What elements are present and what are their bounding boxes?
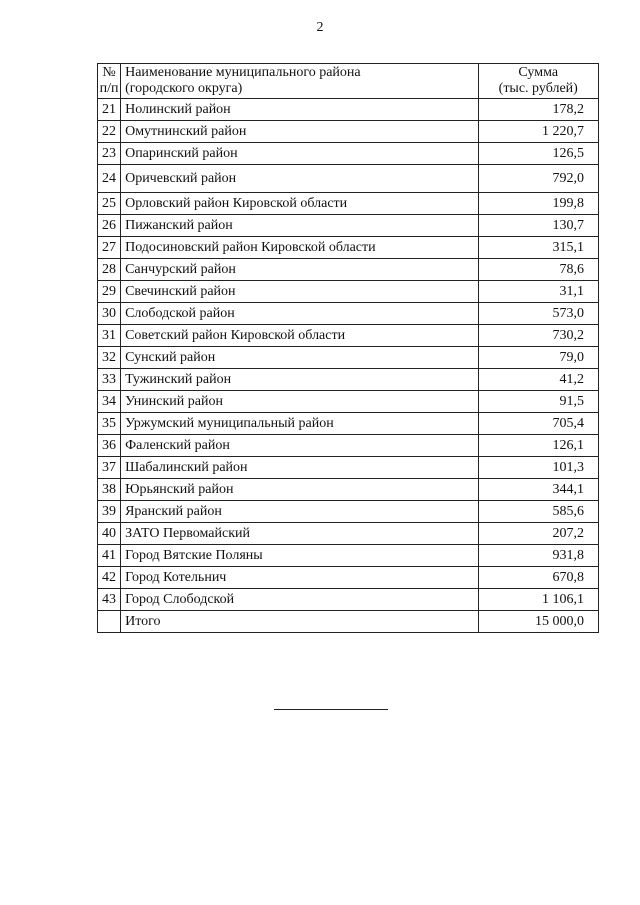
header-num <box>98 64 121 99</box>
row-sum: 178,2 <box>478 99 599 121</box>
row-sum: 31,1 <box>478 281 599 303</box>
header-name <box>121 64 478 99</box>
table-row <box>98 523 599 545</box>
row-sum: 573,0 <box>478 303 599 325</box>
row-num: 39 <box>98 501 121 523</box>
table-row <box>98 413 599 435</box>
table-row <box>98 457 599 479</box>
row-name: Пижанский район <box>121 215 478 237</box>
row-sum: 41,2 <box>478 369 599 391</box>
header-name-line1: Наименование муниципального района <box>125 65 361 80</box>
row-num: 40 <box>98 523 121 545</box>
table-row <box>98 325 599 347</box>
table-header <box>98 64 599 99</box>
header-sum-line1: Сумма <box>518 65 559 80</box>
row-num: 28 <box>98 259 121 281</box>
allocation-table <box>97 63 599 633</box>
row-sum: 1 220,7 <box>478 121 599 143</box>
row-num: 27 <box>98 237 121 259</box>
row-num: 42 <box>98 567 121 589</box>
row-sum: 792,0 <box>478 165 599 193</box>
row-num: 25 <box>98 193 121 215</box>
row-num: 24 <box>98 165 121 193</box>
header-sum <box>478 64 599 99</box>
row-num: 36 <box>98 435 121 457</box>
header-sum-line2: (тыс. рублей) <box>498 81 578 96</box>
header-name-line2: (городского округа) <box>125 81 243 96</box>
table-row <box>98 303 599 325</box>
row-num: 35 <box>98 413 121 435</box>
row-name: Унинский район <box>121 391 478 413</box>
row-name: Советский район Кировской области <box>121 325 478 347</box>
row-sum: 730,2 <box>478 325 599 347</box>
row-num: 34 <box>98 391 121 413</box>
table-row <box>98 589 599 611</box>
row-sum: 78,6 <box>478 259 599 281</box>
row-name: Санчурский район <box>121 259 478 281</box>
row-num: 23 <box>98 143 121 165</box>
row-sum: 126,1 <box>478 435 599 457</box>
table-header-row <box>98 64 599 99</box>
header-num-line1: № <box>102 65 116 80</box>
row-sum: 344,1 <box>478 479 599 501</box>
row-sum: 315,1 <box>478 237 599 259</box>
row-sum: 101,3 <box>478 457 599 479</box>
total-num <box>98 611 121 633</box>
row-sum: 91,5 <box>478 391 599 413</box>
table-row <box>98 369 599 391</box>
row-num: 22 <box>98 121 121 143</box>
table-row <box>98 165 599 193</box>
table-row <box>98 347 599 369</box>
row-name: Подосиновский район Кировской области <box>121 237 478 259</box>
table-row <box>98 435 599 457</box>
table-row <box>98 391 599 413</box>
row-num: 32 <box>98 347 121 369</box>
table-row <box>98 281 599 303</box>
row-name: Опаринский район <box>121 143 478 165</box>
table-row <box>98 501 599 523</box>
row-name: Свечинский район <box>121 281 478 303</box>
row-sum: 1 106,1 <box>478 589 599 611</box>
table-row <box>98 567 599 589</box>
row-name: Фаленский район <box>121 435 478 457</box>
row-name: Город Котельнич <box>121 567 478 589</box>
row-name: Шабалинский район <box>121 457 478 479</box>
table-row <box>98 545 599 567</box>
row-name: Яранский район <box>121 501 478 523</box>
total-sum: 15 000,0 <box>478 611 599 633</box>
row-name: Орловский район Кировской области <box>121 193 478 215</box>
row-name: Нолинский район <box>121 99 478 121</box>
total-row <box>98 611 599 633</box>
table-body <box>98 99 599 633</box>
row-sum: 585,6 <box>478 501 599 523</box>
row-name: Оричевский район <box>121 165 478 193</box>
row-name: Сунский район <box>121 347 478 369</box>
row-sum: 931,8 <box>478 545 599 567</box>
row-name: Город Вятские Поляны <box>121 545 478 567</box>
row-num: 33 <box>98 369 121 391</box>
table-row <box>98 259 599 281</box>
row-name: Город Слободской <box>121 589 478 611</box>
row-sum: 126,5 <box>478 143 599 165</box>
table-row <box>98 143 599 165</box>
row-num: 41 <box>98 545 121 567</box>
row-num: 38 <box>98 479 121 501</box>
table-row <box>98 479 599 501</box>
page-number: 2 <box>316 20 324 35</box>
row-num: 37 <box>98 457 121 479</box>
row-num: 21 <box>98 99 121 121</box>
table-row <box>98 237 599 259</box>
row-num: 29 <box>98 281 121 303</box>
total-label: Итого <box>121 611 478 633</box>
row-name: Уржумский муниципальный район <box>121 413 478 435</box>
row-num: 30 <box>98 303 121 325</box>
table-row <box>98 215 599 237</box>
row-sum: 670,8 <box>478 567 599 589</box>
row-name: ЗАТО Первомайский <box>121 523 478 545</box>
closing-rule <box>274 709 388 710</box>
row-sum: 79,0 <box>478 347 599 369</box>
row-num: 26 <box>98 215 121 237</box>
row-sum: 705,4 <box>478 413 599 435</box>
table-row <box>98 121 599 143</box>
row-sum: 130,7 <box>478 215 599 237</box>
table-row <box>98 99 599 121</box>
row-num: 31 <box>98 325 121 347</box>
table-row <box>98 193 599 215</box>
row-name: Омутнинский район <box>121 121 478 143</box>
row-name: Тужинский район <box>121 369 478 391</box>
row-name: Юрьянский район <box>121 479 478 501</box>
row-sum: 199,8 <box>478 193 599 215</box>
row-sum: 207,2 <box>478 523 599 545</box>
row-num: 43 <box>98 589 121 611</box>
row-name: Слободской район <box>121 303 478 325</box>
header-num-line2: п/п <box>99 81 119 96</box>
